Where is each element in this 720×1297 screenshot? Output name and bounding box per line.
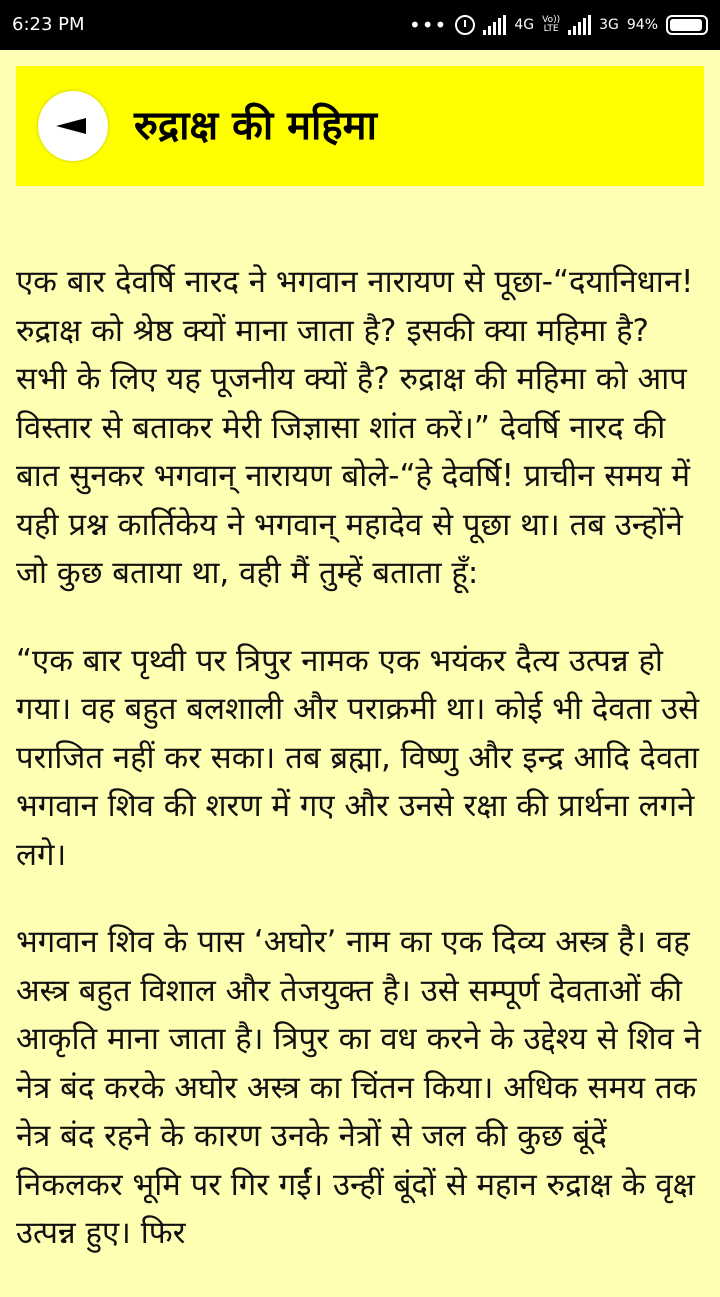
signal-strength-icon-2 [568,15,591,35]
page-title: रुद्राक्ष की महिमा [134,103,377,149]
network-type-label-2: 3G [599,17,619,33]
article-paragraph: भगवान शिव के पास ‘अघोर’ नाम का एक दिव्य अस्त्र है। वह अस्त्र बहुत विशाल और तेजयुक्त है। उसे सम्पूर्ण देवताओं की आकृति माना जाता है। त्रिपुर का वध करने के उद्देश्य से शिव ने नेत्र बंद करके अघोर अस्त्र का चिंतन किया। अधिक समय तक नेत्र बंद रहने के कारण उनके नेत्रों से जल की कुछ बूंदें निकलकर भूमि पर गिर गईं। उन्हीं बूंदों से महान रुद्राक्ष के वृक्ष उत्पन्न हुए। फिर [16,924,701,1251]
status-icons [409,10,708,40]
volte-bottom-label: LTE [543,24,559,34]
battery-percent: 94% [626,17,658,33]
alarm-icon [455,15,475,35]
volte-top-label: Vo)) [542,15,561,25]
volte-icon [542,16,560,34]
article-paragraph: “एक बार पृथ्वी पर त्रिपुर नामक एक भयंकर दैत्य उत्पन्न हो गया। वह बहुत बलशाली और पराक्रमी था। कोई भी देवता उसे पराजित नहीं कर सका। तब ब्रह्मा, विष्णु और इन्द्र आदि देवता भगवान शिव की शरण में गए और उनसे रक्षा की प्रार्थना लगने लगे। [16,642,700,873]
status-time: 6:23 PM [12,14,85,35]
more-notifications-icon: ••• [408,13,448,37]
back-button[interactable] [38,91,108,161]
battery-fill [670,19,702,31]
network-type-label: 4G [514,17,535,33]
battery-icon [666,15,708,35]
article-paragraph: एक बार देवर्षि नारद ने भगवान नारायण से पूछा-“दयानिधान! रुद्राक्ष को श्रेष्ठ क्यों माना जाता है? इसकी क्या महिमा है? सभी के लिए यह पूजनीय क्यों है? रुद्राक्ष की महिमा को आप विस्तार से बताकर मेरी जिज्ञासा शांत करें।” देवर्षि नारद की बात सुनकर भगवान् नारायण बोले-“हे देवर्षि! प्राचीन समय में यही प्रश्न कार्तिकेय ने भगवान् महादेव से पूछा था। तब उन्होंने जो कुछ बताया था, वही मैं तुम्हें बताता हूँ: [16,264,694,591]
status-bar [0,0,720,50]
header-bar [16,66,704,186]
back-arrow-icon [56,118,86,134]
article-content [16,258,706,1297]
signal-strength-icon [483,15,506,35]
